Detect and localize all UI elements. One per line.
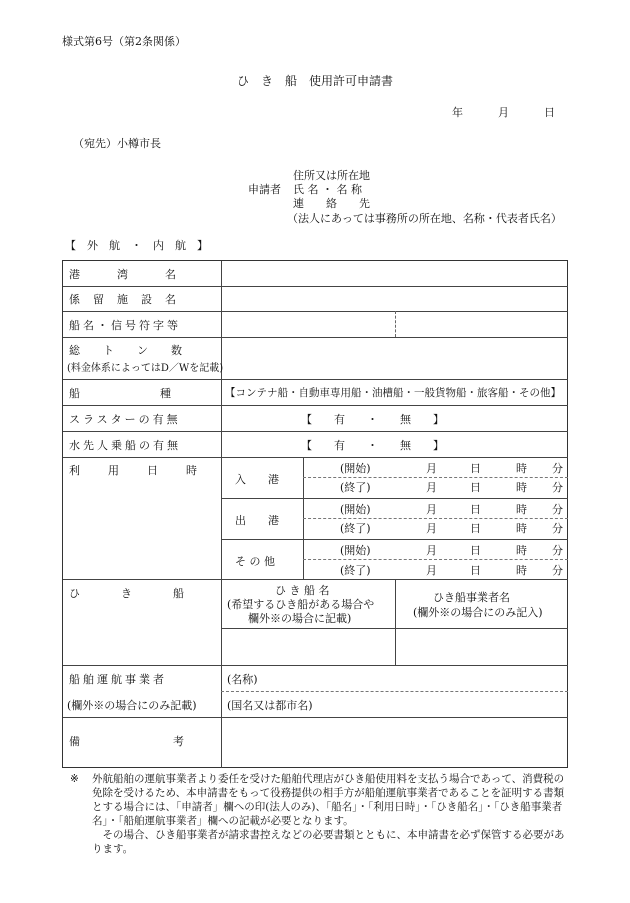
datetime-hour: 時 xyxy=(516,462,527,475)
applicant-contact: 連 絡 先 xyxy=(293,197,370,210)
thruster-value: 【 有 ・ 無 】 xyxy=(301,413,444,426)
datetime-month: 月 xyxy=(426,522,437,535)
datetime-phase: (開始) xyxy=(340,503,371,516)
mooring-label: 係 留 施 設 名 xyxy=(69,293,177,306)
tug-operator-header: ひき船事業者名 xyxy=(433,591,510,604)
datetime-month: 月 xyxy=(426,462,437,475)
ship-operator-note: (欄外※の場合にのみ記載) xyxy=(67,699,197,712)
pilot-value: 【 有 ・ 無 】 xyxy=(301,439,444,452)
date-month: 月 xyxy=(498,106,509,119)
operator-name-field[interactable]: (名称) xyxy=(227,673,258,686)
datetime-hour: 時 xyxy=(516,522,527,535)
form-title: ひ き 船 使用許可申請書 xyxy=(237,74,394,88)
operator-country-field[interactable]: (国名又は都市名) xyxy=(227,699,313,712)
datetime-day: 日 xyxy=(470,544,481,557)
datetime-minute: 分 xyxy=(552,544,563,557)
tug-label: ひ き 船 xyxy=(69,587,186,600)
datetime-phase: (終了) xyxy=(340,564,371,577)
datetime-day: 日 xyxy=(470,462,481,475)
other-label: そ の 他 xyxy=(235,555,275,568)
datetime-minute: 分 xyxy=(552,481,563,494)
datetime-day: 日 xyxy=(470,522,481,535)
footnote-mark: ※ xyxy=(70,773,79,785)
datetime-day: 日 xyxy=(470,481,481,494)
tonnage-label: 総 ト ン 数 xyxy=(69,344,188,357)
footnote-p2: その場合、ひき船事業者が請求書控えなどの必要書類とともに、本申請書を必ず保管する必要があります。 xyxy=(92,829,565,855)
datetime-hour: 時 xyxy=(516,481,527,494)
addressee: （宛先）小樽市長 xyxy=(73,137,161,150)
form-number: 様式第6号（第2条関係） xyxy=(62,35,186,48)
datetime-hour: 時 xyxy=(516,564,527,577)
tonnage-note: (料金体系によってはD／Wを記載) xyxy=(67,363,224,374)
applicant-note: （法人にあっては事務所の所在地、名称・代表者氏名） xyxy=(287,212,562,225)
remarks-label: 備 考 xyxy=(69,735,186,748)
tug-operator-note: (欄外※の場合にのみ記入) xyxy=(413,606,543,619)
datetime-month: 月 xyxy=(426,564,437,577)
thruster-label: スラスターの有無 xyxy=(69,413,181,426)
datetime-minute: 分 xyxy=(552,564,563,577)
tug-name-header: ひ き 船 名 xyxy=(275,584,330,597)
datetime-phase: (終了) xyxy=(340,481,371,494)
datetime-hour: 時 xyxy=(516,503,527,516)
tug-name-note2: 欄外※の場合に記載) xyxy=(248,612,352,625)
datetime-month: 月 xyxy=(426,481,437,494)
exit-label: 出 港 xyxy=(235,514,279,527)
applicant-label: 申請者 xyxy=(248,183,281,196)
usage-label: 利 用 日 時 xyxy=(69,464,199,477)
datetime-month: 月 xyxy=(426,503,437,516)
datetime-day: 日 xyxy=(470,564,481,577)
datetime-minute: 分 xyxy=(552,522,563,535)
voyage-type: 【 外 航 ・ 内 航 】 xyxy=(65,239,208,252)
applicant-name: 氏 名 ・ 名 称 xyxy=(293,183,362,196)
datetime-phase: (終了) xyxy=(340,522,371,535)
tug-name-note1: (希望するひき船がある場合や xyxy=(227,598,375,611)
date-year: 年 xyxy=(452,106,463,119)
applicant-address: 住所又は所在地 xyxy=(293,169,370,182)
pilot-label: 水先人乗船の有無 xyxy=(69,439,181,452)
datetime-day: 日 xyxy=(470,503,481,516)
datetime-phase: (開始) xyxy=(340,544,371,557)
datetime-month: 月 xyxy=(426,544,437,557)
datetime-hour: 時 xyxy=(516,544,527,557)
ship-type-value: 【コンテナ船・自動車専用船・油槽船・一般貨物船・旅客船・その他】 xyxy=(225,387,561,399)
footnote-p1: 外航船舶の運航事業者より委任を受けた船舶代理店がひき船使用料を支払う場合であって、消費税の免除を受けるため、本申請書をもって役務提供の相手方が船舶運航事業者であることを証明する書類とする場合には、「申請者」欄への印(法人のみ)、「船名」・「利用日時」・「ひき船名」・「ひき船事業者名」・「船舶運航事業者」欄への記載が必要となります。 xyxy=(92,773,565,827)
date-day: 日 xyxy=(544,106,555,119)
application-form-table xyxy=(62,260,568,768)
datetime-minute: 分 xyxy=(552,462,563,475)
ship-name-label: 船名・信号符字等 xyxy=(69,319,181,332)
ship-type-label: 船 種 xyxy=(69,387,173,400)
datetime-minute: 分 xyxy=(552,503,563,516)
port-label: 港 湾 名 xyxy=(69,268,177,281)
footnote xyxy=(70,772,570,856)
entry-label: 入 港 xyxy=(235,473,279,486)
ship-operator-label: 船舶運航事業者 xyxy=(69,673,167,686)
datetime-phase: (開始) xyxy=(340,462,371,475)
